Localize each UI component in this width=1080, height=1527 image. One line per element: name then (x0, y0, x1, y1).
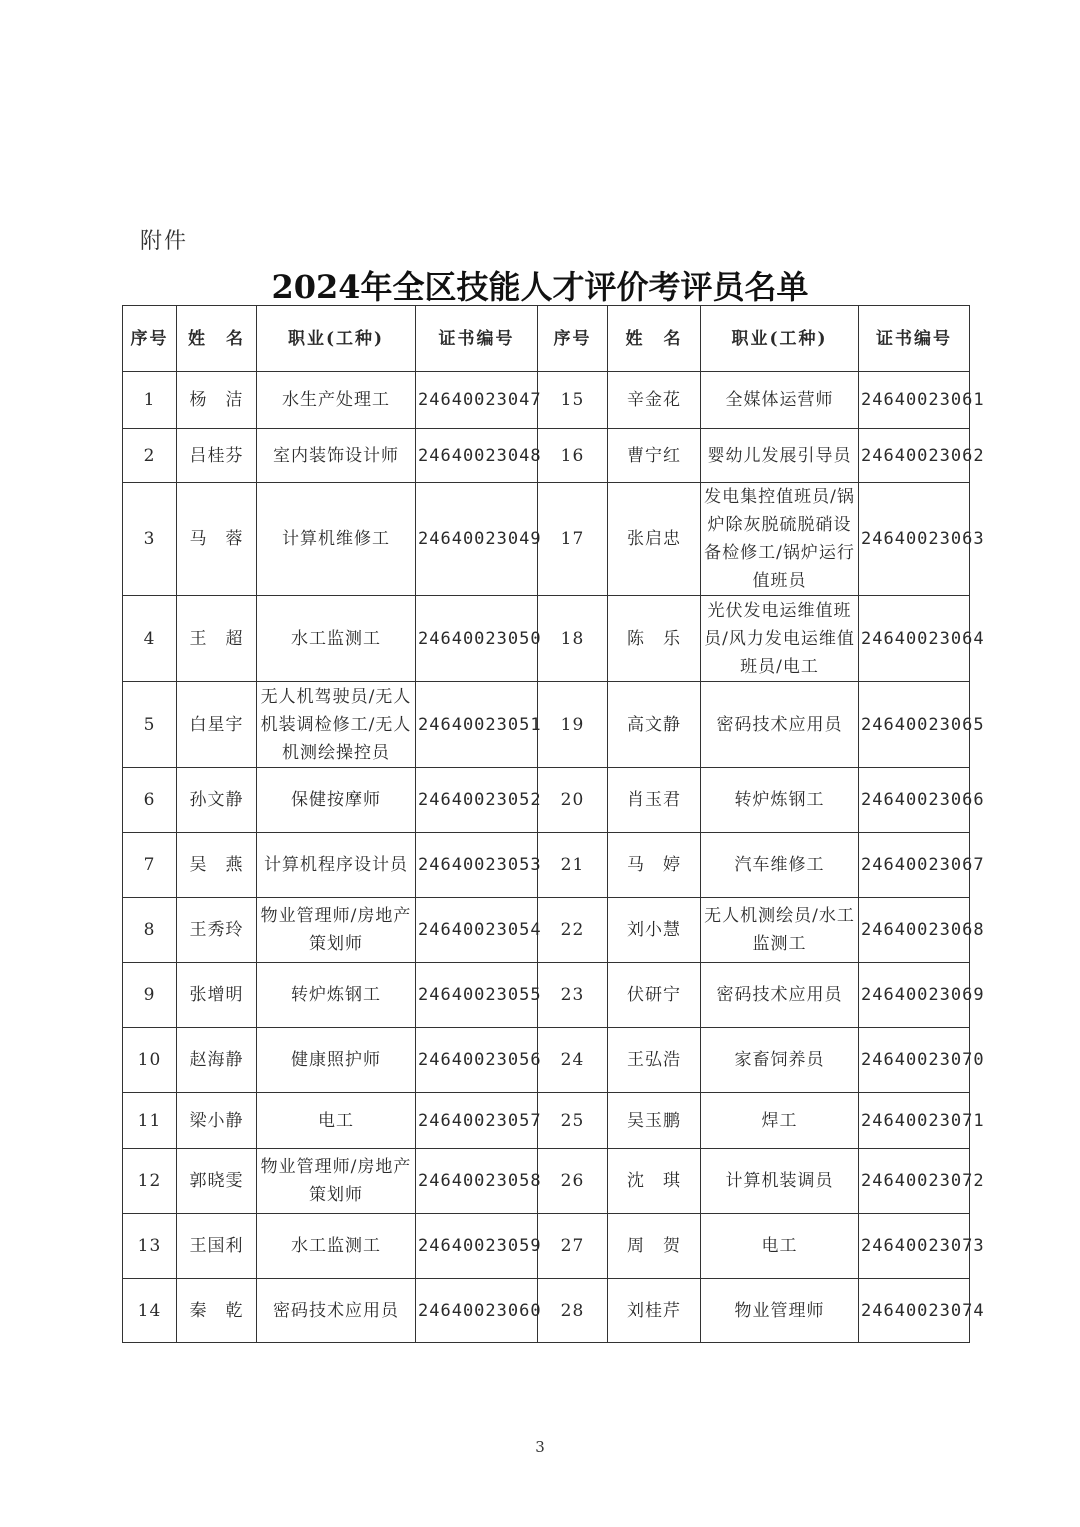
cert-cell: 24640023053 (416, 833, 538, 898)
occupation-cell: 密码技术应用员 (701, 682, 859, 768)
examiner-table (122, 305, 985, 1343)
table-row (123, 1214, 970, 1279)
name-cell: 刘桂芹 (608, 1279, 701, 1343)
table-row (123, 1279, 970, 1343)
document-title: 2024年全区技能人才评价考评员名单 (271, 268, 809, 306)
seq-cell: 5 (123, 682, 177, 768)
table-row (123, 898, 970, 963)
occupation-cell: 电工 (701, 1214, 859, 1279)
table-row (123, 1028, 970, 1093)
occupation-cell: 物业管理师 (701, 1279, 859, 1343)
name-cell: 吴 燕 (177, 833, 257, 898)
name-cell: 张增明 (177, 963, 257, 1028)
name-cell: 吕桂芬 (177, 429, 257, 483)
name-cell: 王国利 (177, 1214, 257, 1279)
name-cell: 秦 乾 (177, 1279, 257, 1343)
cert-cell: 24640023055 (416, 963, 538, 1028)
name-cell: 孙文静 (177, 768, 257, 833)
cert-cell: 24640023057 (416, 1093, 538, 1149)
occupation-cell: 全媒体运营师 (701, 372, 859, 429)
seq-cell: 4 (123, 596, 177, 682)
seq-cell: 10 (123, 1028, 177, 1093)
name-cell: 高文静 (608, 682, 701, 768)
cert-cell: 24640023061 (859, 372, 970, 429)
occupation-cell: 转炉炼钢工 (257, 963, 416, 1028)
cert-cell: 24640023048 (416, 429, 538, 483)
name-cell: 辛金花 (608, 372, 701, 429)
occupation-cell: 婴幼儿发展引导员 (701, 429, 859, 483)
occupation-cell: 物业管理师/房地产策划师 (257, 1149, 416, 1214)
cert-cell: 24640023056 (416, 1028, 538, 1093)
seq-cell: 7 (123, 833, 177, 898)
name-cell: 张启忠 (608, 483, 701, 596)
seq-cell: 13 (123, 1214, 177, 1279)
attachment-label: 附件 (140, 229, 189, 254)
table-row (123, 596, 970, 682)
table-row (123, 682, 970, 768)
occupation-cell: 焊工 (701, 1093, 859, 1149)
header-occupation-a: 职业(工种) (257, 306, 416, 372)
name-cell: 陈 乐 (608, 596, 701, 682)
seq-cell: 28 (538, 1279, 608, 1343)
name-cell: 白星宇 (177, 682, 257, 768)
cert-cell: 24640023058 (416, 1149, 538, 1214)
header-cert-b: 证书编号 (859, 306, 970, 372)
header-occupation-b: 职业(工种) (701, 306, 859, 372)
cert-cell: 24640023060 (416, 1279, 538, 1343)
occupation-cell: 光伏发电运维值班员/风力发电运维值班员/电工 (701, 596, 859, 682)
seq-cell: 12 (123, 1149, 177, 1214)
seq-cell: 21 (538, 833, 608, 898)
seq-cell: 16 (538, 429, 608, 483)
seq-cell: 14 (123, 1279, 177, 1343)
header-name-b: 姓 名 (608, 306, 701, 372)
table-row (123, 768, 970, 833)
occupation-cell: 计算机装调员 (701, 1149, 859, 1214)
name-cell: 沈 琪 (608, 1149, 701, 1214)
seq-cell: 20 (538, 768, 608, 833)
seq-cell: 19 (538, 682, 608, 768)
cert-cell: 24640023051 (416, 682, 538, 768)
occupation-cell: 转炉炼钢工 (701, 768, 859, 833)
seq-cell: 24 (538, 1028, 608, 1093)
occupation-cell: 无人机测绘员/水工监测工 (701, 898, 859, 963)
name-cell: 杨 洁 (177, 372, 257, 429)
seq-cell: 9 (123, 963, 177, 1028)
cert-cell: 24640023063 (859, 483, 970, 596)
page-number: 3 (535, 1438, 545, 1456)
header-seq-b: 序号 (538, 306, 608, 372)
seq-cell: 6 (123, 768, 177, 833)
occupation-cell: 水工监测工 (257, 1214, 416, 1279)
occupation-cell: 家畜饲养员 (701, 1028, 859, 1093)
seq-cell: 22 (538, 898, 608, 963)
occupation-cell: 水工监测工 (257, 596, 416, 682)
seq-cell: 3 (123, 483, 177, 596)
cert-cell: 24640023050 (416, 596, 538, 682)
table-header-row (123, 306, 970, 372)
occupation-cell: 计算机程序设计员 (257, 833, 416, 898)
name-cell: 曹宁红 (608, 429, 701, 483)
seq-cell: 25 (538, 1093, 608, 1149)
occupation-cell: 保健按摩师 (257, 768, 416, 833)
cert-cell: 24640023062 (859, 429, 970, 483)
seq-cell: 11 (123, 1093, 177, 1149)
name-cell: 王秀玲 (177, 898, 257, 963)
cert-cell: 24640023047 (416, 372, 538, 429)
name-cell: 刘小慧 (608, 898, 701, 963)
name-cell: 吴玉鹏 (608, 1093, 701, 1149)
table-row (123, 1149, 970, 1214)
cert-cell: 24640023052 (416, 768, 538, 833)
name-cell: 郭晓雯 (177, 1149, 257, 1214)
occupation-cell: 密码技术应用员 (701, 963, 859, 1028)
cert-cell: 24640023054 (416, 898, 538, 963)
name-cell: 伏研宁 (608, 963, 701, 1028)
table-row (123, 1093, 970, 1149)
cert-cell: 24640023070 (859, 1028, 970, 1093)
seq-cell: 23 (538, 963, 608, 1028)
table-row (123, 963, 970, 1028)
cert-cell: 24640023065 (859, 682, 970, 768)
cert-cell: 24640023064 (859, 596, 970, 682)
seq-cell: 8 (123, 898, 177, 963)
occupation-cell: 水生产处理工 (257, 372, 416, 429)
occupation-cell: 汽车维修工 (701, 833, 859, 898)
cert-cell: 24640023072 (859, 1149, 970, 1214)
occupation-cell: 电工 (257, 1093, 416, 1149)
cert-cell: 24640023066 (859, 768, 970, 833)
name-cell: 王弘浩 (608, 1028, 701, 1093)
cert-cell: 24640023068 (859, 898, 970, 963)
table-row (123, 833, 970, 898)
occupation-cell: 健康照护师 (257, 1028, 416, 1093)
seq-cell: 18 (538, 596, 608, 682)
seq-cell: 15 (538, 372, 608, 429)
cert-cell: 24640023073 (859, 1214, 970, 1279)
name-cell: 赵海静 (177, 1028, 257, 1093)
seq-cell: 27 (538, 1214, 608, 1279)
name-cell: 王 超 (177, 596, 257, 682)
name-cell: 马 婷 (608, 833, 701, 898)
cert-cell: 24640023059 (416, 1214, 538, 1279)
seq-cell: 26 (538, 1149, 608, 1214)
occupation-cell: 计算机维修工 (257, 483, 416, 596)
name-cell: 马 蓉 (177, 483, 257, 596)
occupation-cell: 发电集控值班员/锅炉除灰脱硫脱硝设备检修工/锅炉运行值班员 (701, 483, 859, 596)
header-name-a: 姓 名 (177, 306, 257, 372)
name-cell: 梁小静 (177, 1093, 257, 1149)
seq-cell: 1 (123, 372, 177, 429)
name-cell: 周 贺 (608, 1214, 701, 1279)
header-seq-a: 序号 (123, 306, 177, 372)
cert-cell: 24640023069 (859, 963, 970, 1028)
table-row (123, 372, 970, 429)
header-cert-a: 证书编号 (416, 306, 538, 372)
seq-cell: 2 (123, 429, 177, 483)
occupation-cell: 密码技术应用员 (257, 1279, 416, 1343)
occupation-cell: 室内装饰设计师 (257, 429, 416, 483)
seq-cell: 17 (538, 483, 608, 596)
name-cell: 肖玉君 (608, 768, 701, 833)
table-row (123, 483, 970, 596)
occupation-cell: 物业管理师/房地产策划师 (257, 898, 416, 963)
cert-cell: 24640023067 (859, 833, 970, 898)
occupation-cell: 无人机驾驶员/无人机装调检修工/无人机测绘操控员 (257, 682, 416, 768)
cert-cell: 24640023074 (859, 1279, 970, 1343)
cert-cell: 24640023049 (416, 483, 538, 596)
cert-cell: 24640023071 (859, 1093, 970, 1149)
table-row (123, 429, 970, 483)
